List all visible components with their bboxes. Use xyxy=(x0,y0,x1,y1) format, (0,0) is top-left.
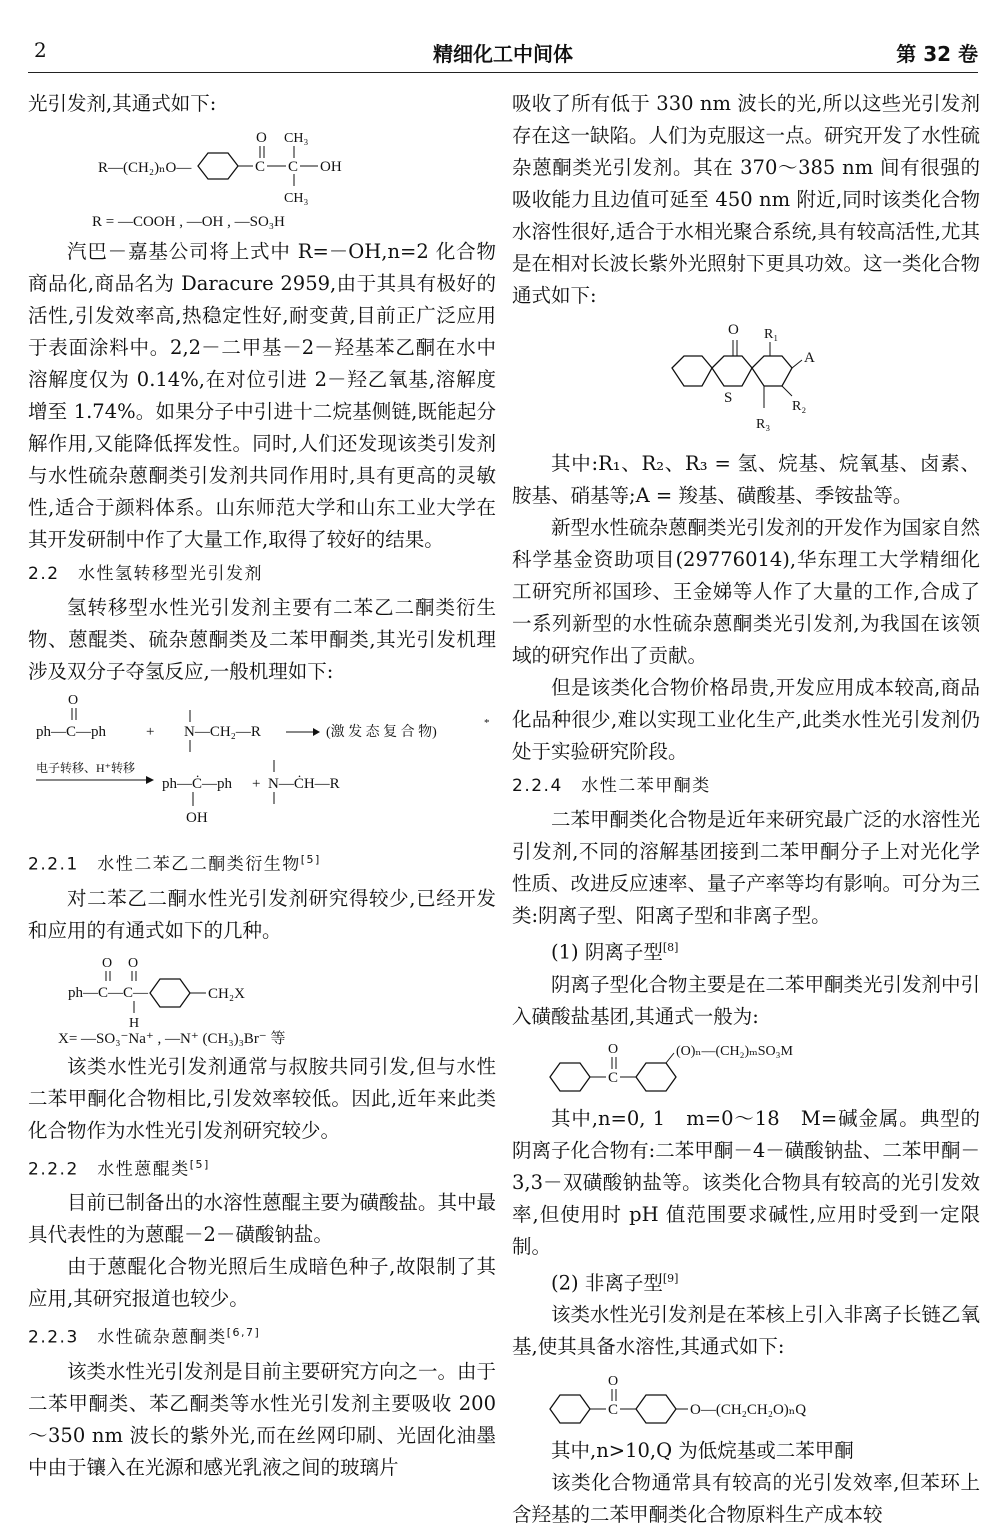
svg-text:C: C xyxy=(255,159,266,175)
svg-text:O: O xyxy=(728,322,739,338)
formula-thioxanthone xyxy=(512,316,980,444)
svg-text:C: C xyxy=(608,1069,619,1086)
paragraph: 其中,n=0, 1 m=0～18 M=碱金属。典型的阴离子化合物有:二苯甲酮－4－磺酸钠盐、二苯甲酮－3,3－双磺酸钠盐等。该类化合物具有较高的光引发效率,但使用时 pH 值范围要求碱性,应用时受到一定限制。 xyxy=(512,1106,980,1258)
running-header xyxy=(28,38,978,72)
volume-label: 第 32 卷 xyxy=(896,42,978,66)
formula-anionic-benzophenone xyxy=(512,1037,980,1099)
section-heading: 2.2.4 水性二苯甲酮类 xyxy=(512,776,711,796)
formula-substituent: (O)ₙ—(CH₂)ₘSO₃M xyxy=(676,1043,793,1059)
formula-r-groups: R = —COOH , —OH , —SO₃H xyxy=(92,214,285,230)
subheading: (2) 非离子型[9] xyxy=(551,1271,679,1294)
paragraph: 该类水性光引发剂通常与叔胺共同引发,但与水性二苯甲酮化合物相比,引发效率较低。因此,近年来此类化合物作为水性光引发剂研究较少。 xyxy=(28,1054,496,1142)
paragraph: 吸收了所有低于 330 nm 波长的光,所以这些光引发剂存在这一缺陷。人们为克服这一点。研究开发了水性硫杂蒽酮类光引发剂。其在 370～385 nm 间有很强的吸收能力且边值可延至 450 nm 附近,同时该类化合物水溶性很好,适合于水相光聚合系统,具有较高活性,尤其是在相对长波长紫外光照射下更具功效。这一类化合物通式如下: xyxy=(512,92,981,307)
paragraph: 对二苯乙二酮水性光引发剂研究得较少,已经开发和应用的有通式如下的几种。 xyxy=(28,886,496,942)
paragraph: 该类水性光引发剂是在苯核上引入非离子长链乙氧基,使其具备水溶性,其通式如下: xyxy=(512,1303,981,1358)
svg-text:O: O xyxy=(608,1041,619,1057)
svg-text:ph—C—ph: ph—C—ph xyxy=(36,724,107,740)
formula-benzil-derivative xyxy=(28,951,468,1047)
paragraph: 二苯甲酮类化合物是近年来研究最广泛的水溶性光引发剂,不同的溶解基团接到二苯甲酮分子上对光化学性质、改进反应速率、量子产率等均有影响。可分为三类:阴离子型、阳离子型和非离子型。 xyxy=(512,808,981,927)
mechanism-arrow-label: 电子转移、H⁺转移 xyxy=(36,761,136,775)
paragraph: 目前已制备出的水溶性蒽醌主要为磺酸盐。其中最具代表性的为蒽醌－2－磺酸钠盐。 xyxy=(28,1191,497,1247)
svg-text:H: H xyxy=(129,1015,140,1031)
svg-text:R₁: R₁ xyxy=(764,327,779,342)
svg-text:O: O xyxy=(102,955,113,971)
journal-title: 精细化工中间体 xyxy=(433,42,573,66)
svg-text:R₃: R₃ xyxy=(756,417,771,432)
paragraph: 氢转移型水性光引发剂主要有二苯乙二酮类衍生物、蒽醌类、硫杂蒽酮类及二苯甲酮类,其光引发机理涉及双分子夺氢反应,一般机理如下: xyxy=(28,596,496,683)
svg-text:ph—Ċ—ph: ph—Ċ—ph xyxy=(162,776,233,792)
formula-nonionic-benzophenone xyxy=(512,1367,980,1431)
svg-text:+: + xyxy=(252,776,261,792)
svg-text:O: O xyxy=(256,130,267,146)
subheading: (1) 阴离子型[8] xyxy=(551,940,679,964)
paragraph: 光引发剂,其通式如下: xyxy=(28,92,217,115)
section-heading: 2.2.3 水性硫杂蒽酮类[6,7] xyxy=(28,1326,261,1348)
svg-text:N—CH₂—R: N—CH₂—R xyxy=(184,724,261,740)
paragraph: 该类水性光引发剂是目前主要研究方向之一。由于二苯甲酮类、苯乙酮类等水性光引发剂主要吸收 200～350 nm 波长的紫外光,而在丝网印刷、光固化油墨中由于镶入在光源和感光乳液之间的玻璃片 xyxy=(28,1359,497,1479)
paragraph: 该类化合物通常具有较高的光引发效率,但苯环上含羟基的二苯甲酮类化合物原料生产成本较 xyxy=(512,1471,980,1526)
svg-text:R₂: R₂ xyxy=(792,399,807,414)
svg-text:O: O xyxy=(68,693,79,708)
paragraph: 其中,n>10,Q 为低烷基或二苯甲酮 xyxy=(551,1439,854,1462)
mechanism-scheme xyxy=(28,692,496,840)
svg-text:*: * xyxy=(484,717,490,729)
paragraph: 由于蒽醌化合物光照后生成暗色种子,故限制了其应用,其研究报道也较少。 xyxy=(28,1255,496,1311)
paragraph: 新型水性硫杂蒽酮类光引发剂的开发作为国家自然科学基金资助项目(29776014),华东理工大学精细化工研究所祁国珍、王金娣等人作了大量的工作,合成了一系列新型的水性硫杂蒽酮类光引发剂,为我国在该领域的研究作出了贡献。 xyxy=(512,516,981,667)
svg-text:O: O xyxy=(128,955,139,971)
excited-complex-label: (激 发 态 复 合 物) xyxy=(326,725,437,740)
paragraph: 阴离子型化合物主要是在二苯甲酮类光引发剂中引入磺酸盐基团,其通式一般为: xyxy=(512,972,981,1028)
paragraph: 汽巴－嘉基公司将上式中 R=－OH,n=2 化合物商品化,商品名为 Daracure 2959,由于其具有极好的活性,引发效率高,热稳定性好,耐变黄,目前正广泛应用于表面涂料中。2,2－二甲基－2－羟基苯乙酮在水中溶解度仅为 0.14%,在对位引进 2－羟乙氧基,溶解度增至 1.74%。如果分子中引进十二烷基侧链,既能起分解作用,又能降低挥发性。同时,人们还发现该类引发剂与水性硫杂蒽酮类引发剂共同作用时,具有更高的灵敏性,适合于颜料体系。山东师范大学和山东工业大学在其开发研制中作了大量工作,取得了较好的结果。 xyxy=(28,240,496,551)
section-heading: 2.2.1 水性二苯乙二酮类衍生物[5] xyxy=(28,853,321,875)
svg-text:CH₃: CH₃ xyxy=(284,191,309,206)
svg-text:CH₂X: CH₂X xyxy=(208,985,245,1002)
svg-text:+: + xyxy=(146,724,155,740)
svg-text:N—ĊH—R: N—ĊH—R xyxy=(268,776,340,792)
formula-substituent: O—(CH₂CH₂O)ₙQ xyxy=(690,1402,807,1418)
svg-text:CH₃: CH₃ xyxy=(284,131,309,146)
right-column xyxy=(512,88,980,1531)
formula-hydroxy-acetophenone xyxy=(28,124,468,232)
left-column xyxy=(28,88,496,1484)
paragraph: 其中:R₁、R₂、R₃ = 氢、烷基、烷氧基、卤素、胺基、硝基等;A = 羧基、磺酸基、季铵盐等。 xyxy=(512,452,980,507)
section-heading: 2.2.2 水性蒽醌类[5] xyxy=(28,1157,210,1180)
svg-text:O: O xyxy=(608,1374,619,1389)
svg-text:ph—C—C—: ph—C—C— xyxy=(68,984,149,1001)
svg-text:R—(CH₂)ₙO—: R—(CH₂)ₙO— xyxy=(98,160,192,176)
page-number: 2 xyxy=(34,38,47,62)
paragraph: 但是该类化合物价格昂贵,开发应用成本较高,商品化品种很少,难以实现工业化生产,此类水性光引发剂仍处于实验研究阶段。 xyxy=(512,676,980,763)
svg-text:C: C xyxy=(288,159,299,175)
svg-text:S: S xyxy=(724,390,733,406)
svg-text:C: C xyxy=(608,1402,619,1418)
svg-text:OH: OH xyxy=(320,159,342,175)
formula-x-groups: X= —SO₃⁻Na⁺ , —N⁺ (CH₃)₃Br⁻ 等 xyxy=(58,1030,286,1047)
svg-text:OH: OH xyxy=(186,810,208,826)
section-heading: 2.2 水性氢转移型光引发剂 xyxy=(28,564,264,584)
svg-text:A: A xyxy=(804,350,815,366)
header-rule xyxy=(28,72,978,73)
